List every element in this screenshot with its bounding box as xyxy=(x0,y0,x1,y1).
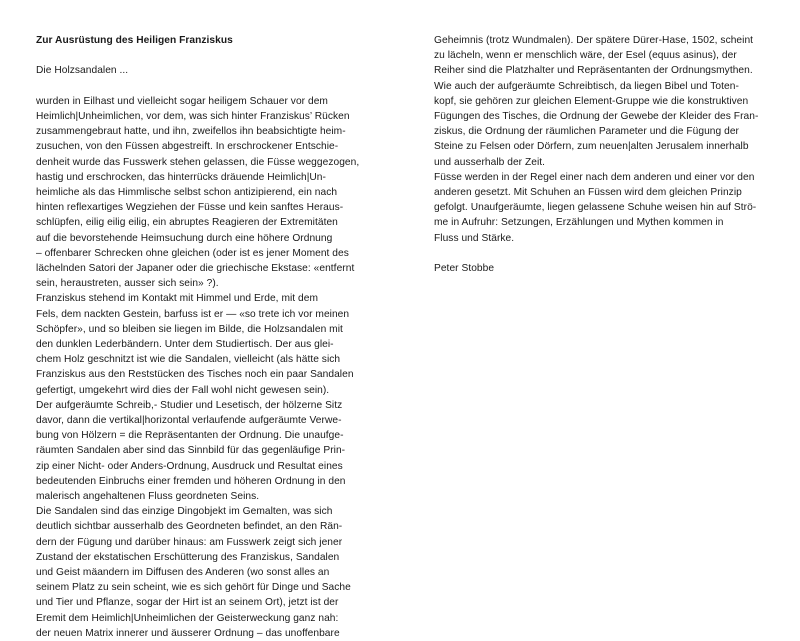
text-line: Reiher sind die Platzhalter und Repräsentanten der Ordnungsmythen. xyxy=(434,65,753,77)
text-line: der neuen Matrix innerer und äusserer Ordnung – das unoffenbare xyxy=(36,627,340,639)
text-line: Zustand der ekstatischen Erschütterung des Franziskus, Sandalen xyxy=(36,551,340,563)
left-body-text xyxy=(36,94,388,641)
text-line: Steine zu Felsen oder Dörfern, zum neuen|alten Jerusalem innerhalb xyxy=(434,141,749,153)
text-line: anderen gesetzt. Mit Schuhen an Füssen wird dem gleichen Prinzip xyxy=(434,187,742,199)
text-line: Die Sandalen sind das einzige Dingobjekt im Gemalten, was sich xyxy=(36,506,333,518)
text-line: und ausserhalb der Zeit. xyxy=(434,156,546,168)
essay-subtitle: Die Holzsandalen ... xyxy=(36,65,129,77)
text-line: seinem Platz zu sein scheint, wie es sich gehört für Dinge und Sache xyxy=(36,582,351,594)
text-line: Schöpfer», und so bleiben sie liegen im Bilde, die Holzsandalen mit xyxy=(36,323,343,335)
text-line: dern der Fügung und darüber hinaus: am Fusswerk zeigt sich jener xyxy=(36,536,343,548)
text-line: Füsse werden in der Regel einer nach dem anderen und einer vor den xyxy=(434,171,755,183)
text-line: Fels, dem nackten Gestein, barfuss ist er — «so trete ich vor meinen xyxy=(36,308,350,320)
text-line: Fluss und Stärke. xyxy=(434,232,515,244)
text-line: heimliche als das Himmlische selbst schon antizipierend, ein nach xyxy=(36,187,338,198)
text-line: davor, dann die vertikal|horizontal verlaufende aufgeräumte Verwe- xyxy=(36,415,342,427)
text-line: Franziskus aus den Reststücken des Tisches noch ein paar Sandalen xyxy=(36,369,354,381)
text-line: bung von Hölzern = die Repräsentanten der Ordnung. Die unaufge- xyxy=(36,430,344,442)
text-line: sein, heraustreten, ausser sich sein» ?). xyxy=(36,278,219,290)
text-line: zu lächeln, wenn er menschlich wäre, der Esel (equus asinus), der xyxy=(434,50,737,62)
text-line: lächelnden Satori der Japaner oder die griechische Ekstase: «entfernt xyxy=(36,263,355,275)
text-line: ziskus, die Ordnung der räumlichen Parameter und die Fügung der xyxy=(434,126,739,138)
right-page xyxy=(434,33,786,276)
text-line: zip einer Nicht- oder Anders-Ordnung, Ausdruck und Resultat eines xyxy=(36,460,343,472)
text-line: zusuchen, von den Füssen abgestreift. In erschrockener Entschie- xyxy=(36,141,339,153)
right-body-text xyxy=(434,33,786,246)
spacer xyxy=(36,79,388,94)
text-line: Geheimnis (trotz Wundmalen). Der spätere Dürer-Hase, 1502, scheint xyxy=(434,35,754,46)
left-page xyxy=(36,33,388,641)
text-line: Franziskus stehend im Kontakt mit Himmel und Erde, mit dem xyxy=(36,293,319,305)
text-line: auf die bevorstehende Heimsuchung durch eine höhere Ordnung xyxy=(36,232,333,244)
text-line: gefertigt, umgekehrt wird dies der Fall wohl nicht gewesen sein). xyxy=(36,384,330,396)
text-line: hinten reflexartiges Wegziehen der Füsse und kein sanftes Heraus- xyxy=(36,202,344,214)
text-line: schlüpfen, eilig eilig eilig, ein abruptes Reagieren der Extremitäten xyxy=(36,217,338,229)
text-line: und Geist mäandern im Diffusen des Anderen (wo sonst alles an xyxy=(36,567,330,579)
text-line: kopf, sie gehören zur gleichen Element-Gruppe wie die konstruktiven xyxy=(434,95,749,107)
text-line: Eremit dem Heimlich|Unheimlichen der Geisterweckung ganz nah: xyxy=(36,612,339,624)
text-line: denheit wurde das Fusswerk stehen gelassen, die Füsse weggezogen, xyxy=(36,156,360,168)
text-line: und Tier und Pflanze, sogar der Hirt ist an seinem Ort), jetzt ist der xyxy=(36,597,339,609)
text-line: den dunklen Lederbändern. Unter dem Studiertisch. Der aus glei- xyxy=(36,339,334,351)
text-line: Der aufgeräumte Schreib,- Studier und Lesetisch, der hölzerne Sitz xyxy=(36,399,343,411)
text-line: me in Aufruhr: Setzungen, Erzählungen und Mythen kommen in xyxy=(434,217,724,229)
text-line: zusammengebraut hatte, und ihn, zweifellos ihn beabsichtigte heim- xyxy=(36,126,346,138)
text-line: Fügungen des Tisches, die Ordnung der Gewebe der Kleider des Fran- xyxy=(434,111,759,123)
spacer xyxy=(36,48,388,63)
text-line: Wie auch der aufgeräumte Schreibtisch, da liegen Bibel und Toten- xyxy=(434,80,739,92)
author-name: Peter Stobbe xyxy=(434,263,495,275)
text-line: malerisch angehaltenen Fluss geordneten Seins. xyxy=(36,491,260,503)
spacer xyxy=(434,246,786,261)
text-line: räumten Sandalen aber sind das Sinnbild für das gegenläufige Prin- xyxy=(36,445,346,457)
text-line: gefolgt. Unaufgeräumte, liegen gelassene Schuhe weisen hin auf Strö- xyxy=(434,202,757,214)
text-line: hastig und erschrocken, das hinterrücks dräuende Heimlich|Un- xyxy=(36,171,326,183)
essay-title: Zur Ausrüstung des Heiligen Franziskus xyxy=(36,35,233,46)
text-line: chem Holz geschnitzt ist wie die Sandalen, vielleicht (als hätte sich xyxy=(36,354,341,366)
text-line: deutlich sichtbar ausserhalb des Geordneten befindet, an den Rän- xyxy=(36,521,343,533)
text-line: bedeutenden Einbruchs einer fremden und höheren Ordnung in den xyxy=(36,475,346,487)
text-line: – offenbarer Schrecken ohne gleichen (oder ist es jener Moment des xyxy=(36,247,349,259)
text-line: Heimlich|Unheimlichen, vor dem, was sich hinter Franziskus’ Rücken xyxy=(36,110,350,122)
text-line: wurden in Eilhast und vielleicht sogar heiligem Schauer vor dem xyxy=(36,95,328,107)
